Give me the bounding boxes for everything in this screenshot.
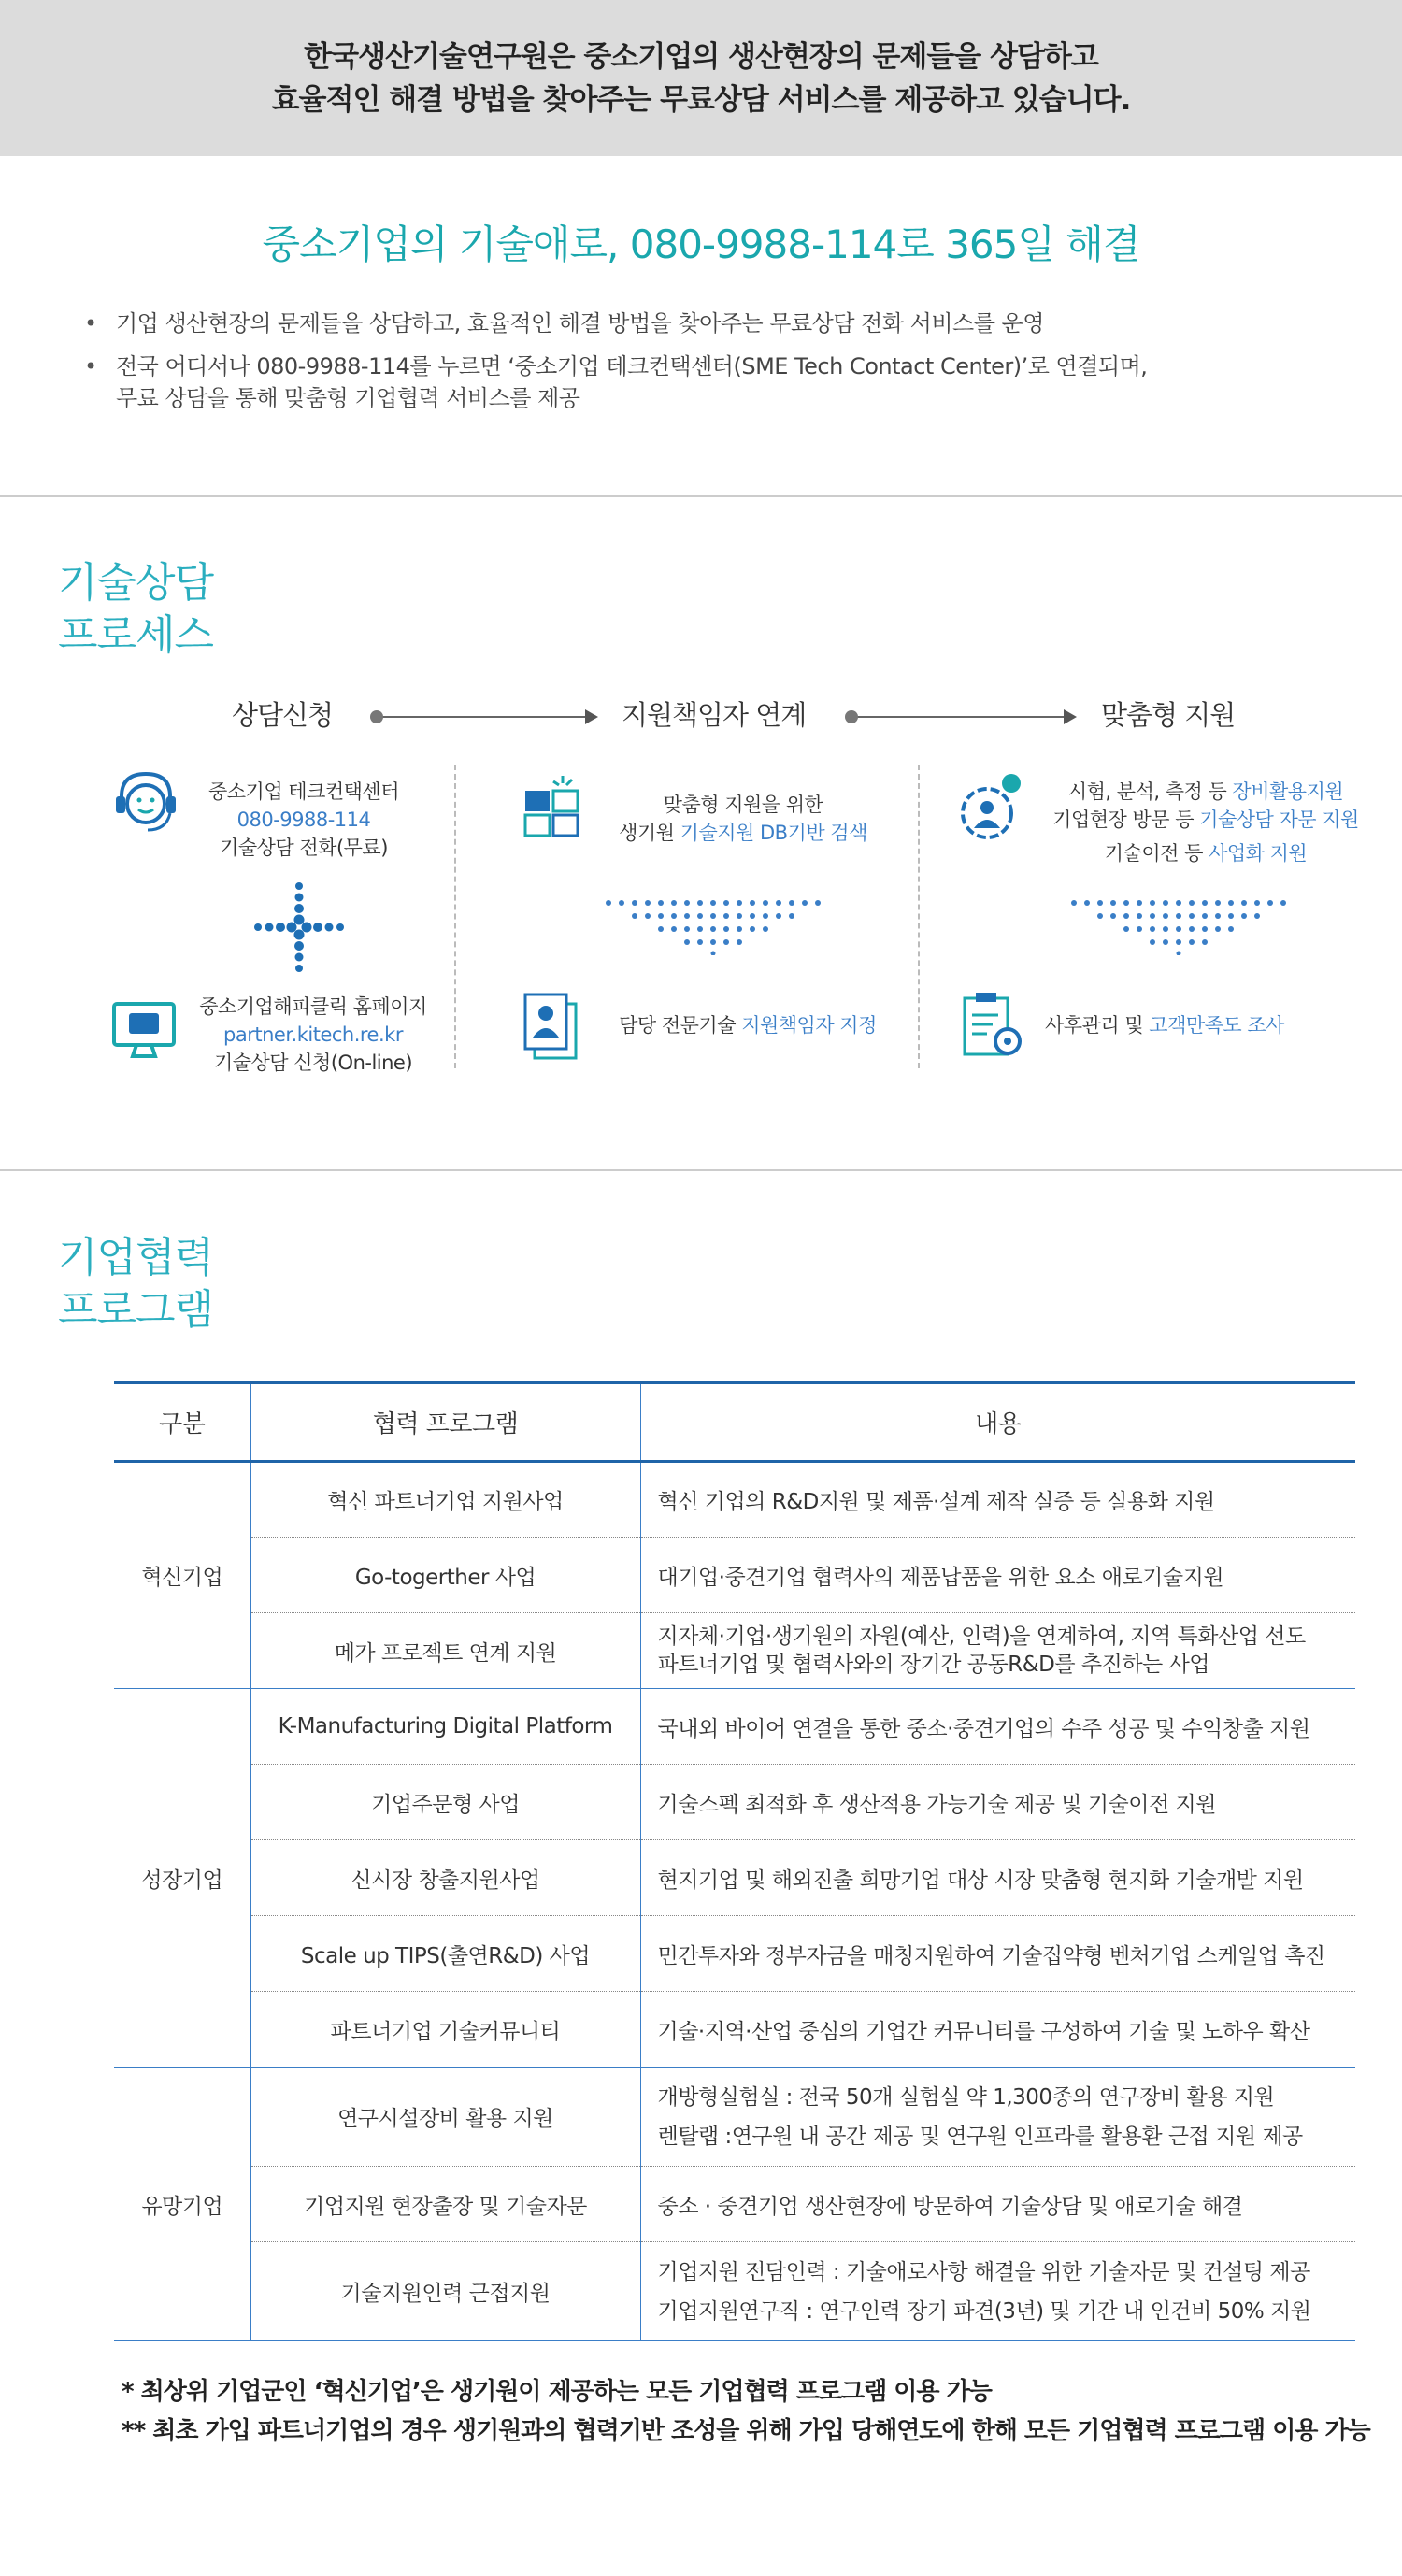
col3-survey-text: 사후관리 및 고객만족도 조사 [1045, 1014, 1284, 1037]
footnotes [122, 2372, 1370, 2451]
headline: 중소기업의 기술애로, 080-9988-114로 365일 해결 [262, 222, 1140, 267]
assign-person-icon [522, 991, 581, 1062]
intro-banner [0, 0, 1402, 156]
header-content: 내용 [640, 1383, 1355, 1462]
table-row: 유망기업 연구시설장비 활용 지원 개방형실험실 : 전국 50개 실험실 약 1,300종의 연구장비 활용 지원 렌탈랩 :연구원 내 공간 제공 및 연구원 인프라를 활용환 근접 지원 제공 [114, 2068, 1355, 2167]
table-row: Go-togerther 사업 대기업·중견기업 협력사의 제품납품을 위한 요소 애로기술지원 [114, 1538, 1355, 1613]
dotted-plus-icon [250, 879, 348, 976]
monitor-icon [110, 1000, 178, 1060]
table-row: 성장기업 K-Manufacturing Digital Platform 국내외 바이어 연결을 통한 중소·중견기업의 수주 성공 및 수익창출 지원 [114, 1689, 1355, 1765]
survey-clipboard-icon [961, 991, 1026, 1060]
banner-line-2: 효율적인 해결 방법을 찾아주는 무료상담 서비스를 제공하고 있습니다. [271, 82, 1131, 117]
col2-assign-text: 담당 전문기술 지원책임자 지정 [619, 1014, 877, 1037]
bullet-item: • 기업 생산현장의 문제들을 상담하고, 효율적인 해결 방법을 찾아주는 무료상담 전화 서비스를 운영 [84, 308, 1337, 339]
bullet-item: • 전국 어디서나 080-9988-114를 누르면 ‘중소기업 테크컨택센터(SME Tech Contact Center)’로 연결되며, 무료 상담을 통해 맞춤형 기업협력 서비스를 제공 [84, 351, 1337, 414]
banner-line-1: 한국생산기술연구원은 중소기업의 생산현장의 문제들을 상담하고 [304, 39, 1098, 74]
column-divider [454, 765, 456, 1068]
program-title: 기업협력 프로그램 [58, 1234, 214, 1334]
gear-person-icon [955, 770, 1028, 845]
step-support: 맞춤형 지원 [1101, 699, 1236, 731]
table-row: 기술지원인력 근접지원 기업지원 전담인력 : 기술애로사항 해결을 위한 기술자문 및 컨설팅 제공 기업지원연구직 : 연구인력 장기 파견(3년) 및 기간 내 인건비 50% 지원 [114, 2242, 1355, 2341]
table-row: 기업지원 현장출장 및 기술자문 중소 · 중견기업 생산현장에 방문하여 기술상담 및 애로기술 해결 [114, 2167, 1355, 2242]
group-growth: 성장기업 [114, 1689, 250, 2068]
header-category: 구분 [114, 1383, 250, 1462]
col1-web-text: 중소기업해피클릭 홈페이지 partner.kitech.re.kr 기술상담 신청(On-line) [199, 995, 427, 1074]
headset-icon [110, 768, 181, 839]
table-row: 메가 프로젝트 연계 지원 지자체·기업·생기원의 자원(예산, 인력)을 연계하여, 지역 특화산업 선도 파트너기업 및 협력사와의 장기간 공동R&D를 추진하는 사업 [114, 1613, 1355, 1689]
step-apply: 상담신청 [232, 699, 334, 731]
arrow-2-icon [851, 716, 1075, 718]
header-program: 협력 프로그램 [250, 1383, 640, 1462]
step-link: 지원책임자 연계 [622, 699, 807, 731]
group-promising: 유망기업 [114, 2068, 250, 2341]
program-table [114, 1381, 1355, 2341]
intro-bullets [84, 308, 1337, 414]
footnote: ** 최초 가입 파트너기업의 경우 생기원과의 협력기반 조성을 위해 가입 당해연도에 한해 모든 기업협력 프로그램 이용 가능 [122, 2417, 1370, 2445]
funnel-dots-icon [600, 895, 823, 955]
process-title: 기술상담 프로세스 [58, 559, 214, 659]
table-row: 기업주문형 사업 기술스펙 최적화 후 생산적용 가능기술 제공 및 기술이전 지원 [114, 1765, 1355, 1840]
funnel-dots-icon [1066, 895, 1288, 955]
arrow-1-icon [376, 716, 596, 718]
table-row: 파트너기업 기술커뮤니티 기술·지역·산업 중심의 기업간 커뮤니티를 구성하여 기술 및 노하우 확산 [114, 1992, 1355, 2068]
divider [0, 495, 1402, 497]
footnote: * 최상위 기업군인 ‘혁신기업’은 생기원이 제공하는 모든 기업협력 프로그램 이용 가능 [122, 2378, 992, 2406]
group-innovation: 혁신기업 [114, 1462, 250, 1689]
col1-phone-text: 중소기업 테크컨택센터 080-9988-114 기술상담 전화(무료) [207, 780, 400, 859]
table-row: 신시장 창출지원사업 현지기업 및 해외진출 희망기업 대상 시장 맞춤형 현지화 기술개발 지원 [114, 1840, 1355, 1916]
puzzle-icon [522, 772, 583, 841]
col3-support-text: 시험, 분석, 측정 등 장비활용지원 기업현장 방문 등 기술상담 자문 지원 기술이전 등 사업화 지원 [1052, 780, 1359, 865]
col2-search-text: 맞춤형 지원을 위한 생기원 기술지원 DB기반 검색 [619, 794, 867, 844]
divider [0, 1169, 1402, 1171]
column-divider [918, 765, 920, 1068]
table-header-row [114, 1383, 1355, 1462]
table-row: Scale up TIPS(출연R&D) 사업 민간투자와 정부자금을 매칭지원하여 기술집약형 벤처기업 스케일업 촉진 [114, 1916, 1355, 1992]
table-row: 혁신기업 혁신 파트너기업 지원사업 혁신 기업의 R&D지원 및 제품·설계 제작 실증 등 실용화 지원 [114, 1462, 1355, 1538]
